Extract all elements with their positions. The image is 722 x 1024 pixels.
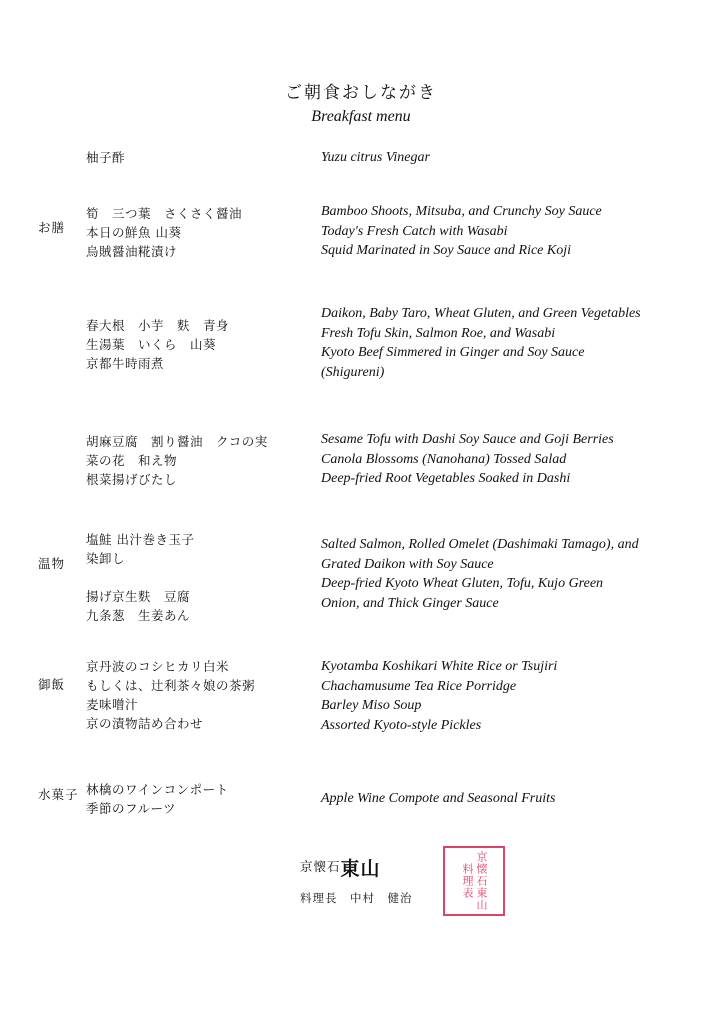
section-category: 温物 [38,556,66,571]
section-items-english: Daikon, Baby Taro, Wheat Gluten, and Green Vegetables Fresh Tofu Skin, Salmon Roe, and Wasabi Kyoto Beef Simmered in Ginger and Soy Sauce (Shigureni) [321,306,641,380]
page-title-japanese: ご朝食おしながき [285,83,437,103]
section-items-japanese: 筍 三つ葉 さくさく醤油 本日の鮮魚 山葵 烏賊醤油糀漬け [86,206,243,259]
chef-name: 料理長 中村 健治 [300,891,413,905]
section-items-english: Yuzu citrus Vinegar [321,150,430,165]
restaurant-name-main: 東山 [340,858,381,880]
section-category: お膳 [38,220,66,235]
section-category: 水菓子 [38,787,79,802]
section-items-japanese: 胡麻豆腐 割り醤油 クコの実 菜の花 和え物 根菜揚げびたし [86,434,268,487]
section-items-english: Apple Wine Compote and Seasonal Fruits [321,791,556,806]
seal-text-right: 京懐石東山 [475,851,488,911]
section-items-japanese: 林檎のワインコンポート 季節のフルーツ [86,782,229,816]
restaurant-name [300,854,381,881]
page-title-english: Breakfast menu [311,108,411,125]
section-items-english: Sesame Tofu with Dashi Soy Sauce and Goji Berries Canola Blossoms (Nanohana) Tossed Salad Deep-fried Root Vegetables Soaked in Dashi [321,432,614,486]
seal-text-left: 料理表 [461,863,474,899]
section-items-english: Salted Salmon, Rolled Omelet (Dashimaki Tamago), and Grated Daikon with Soy Sauce Deep-fried Kyoto Wheat Gluten, Tofu, Kujo Green Onion, and Thick Ginger Sauce [321,537,639,611]
section-items-english: Kyotamba Koshikari White Rice or Tsujiri Chachamusume Tea Rice Porridge Barley Miso Soup Assorted Kyoto-style Pickles [321,659,558,733]
section-items-japanese: 柚子酢 [86,150,126,165]
restaurant-name-prefix: 京懐石 [300,859,341,874]
section-items-japanese: 春大根 小芋 麩 青身 生湯葉 いくら 山葵 京都牛時雨煮 [86,318,230,371]
section-items-japanese: 京丹波のコシヒカリ白米 もしくは、辻利茶々娘の茶粥 麦味噌汁 京の漬物詰め合わせ [86,659,256,731]
section-items-japanese: 塩鮭 出汁巻き玉子 染卸し 揚げ京生麩 豆腐 九条葱 生姜あん [86,532,195,623]
red-seal-stamp [443,846,505,916]
section-items-english: Bamboo Shoots, Mitsuba, and Crunchy Soy Sauce Today's Fresh Catch with Wasabi Squid Marinated in Soy Sauce and Rice Koji [321,204,602,258]
section-category: 御飯 [38,677,66,692]
title-block [0,78,722,126]
